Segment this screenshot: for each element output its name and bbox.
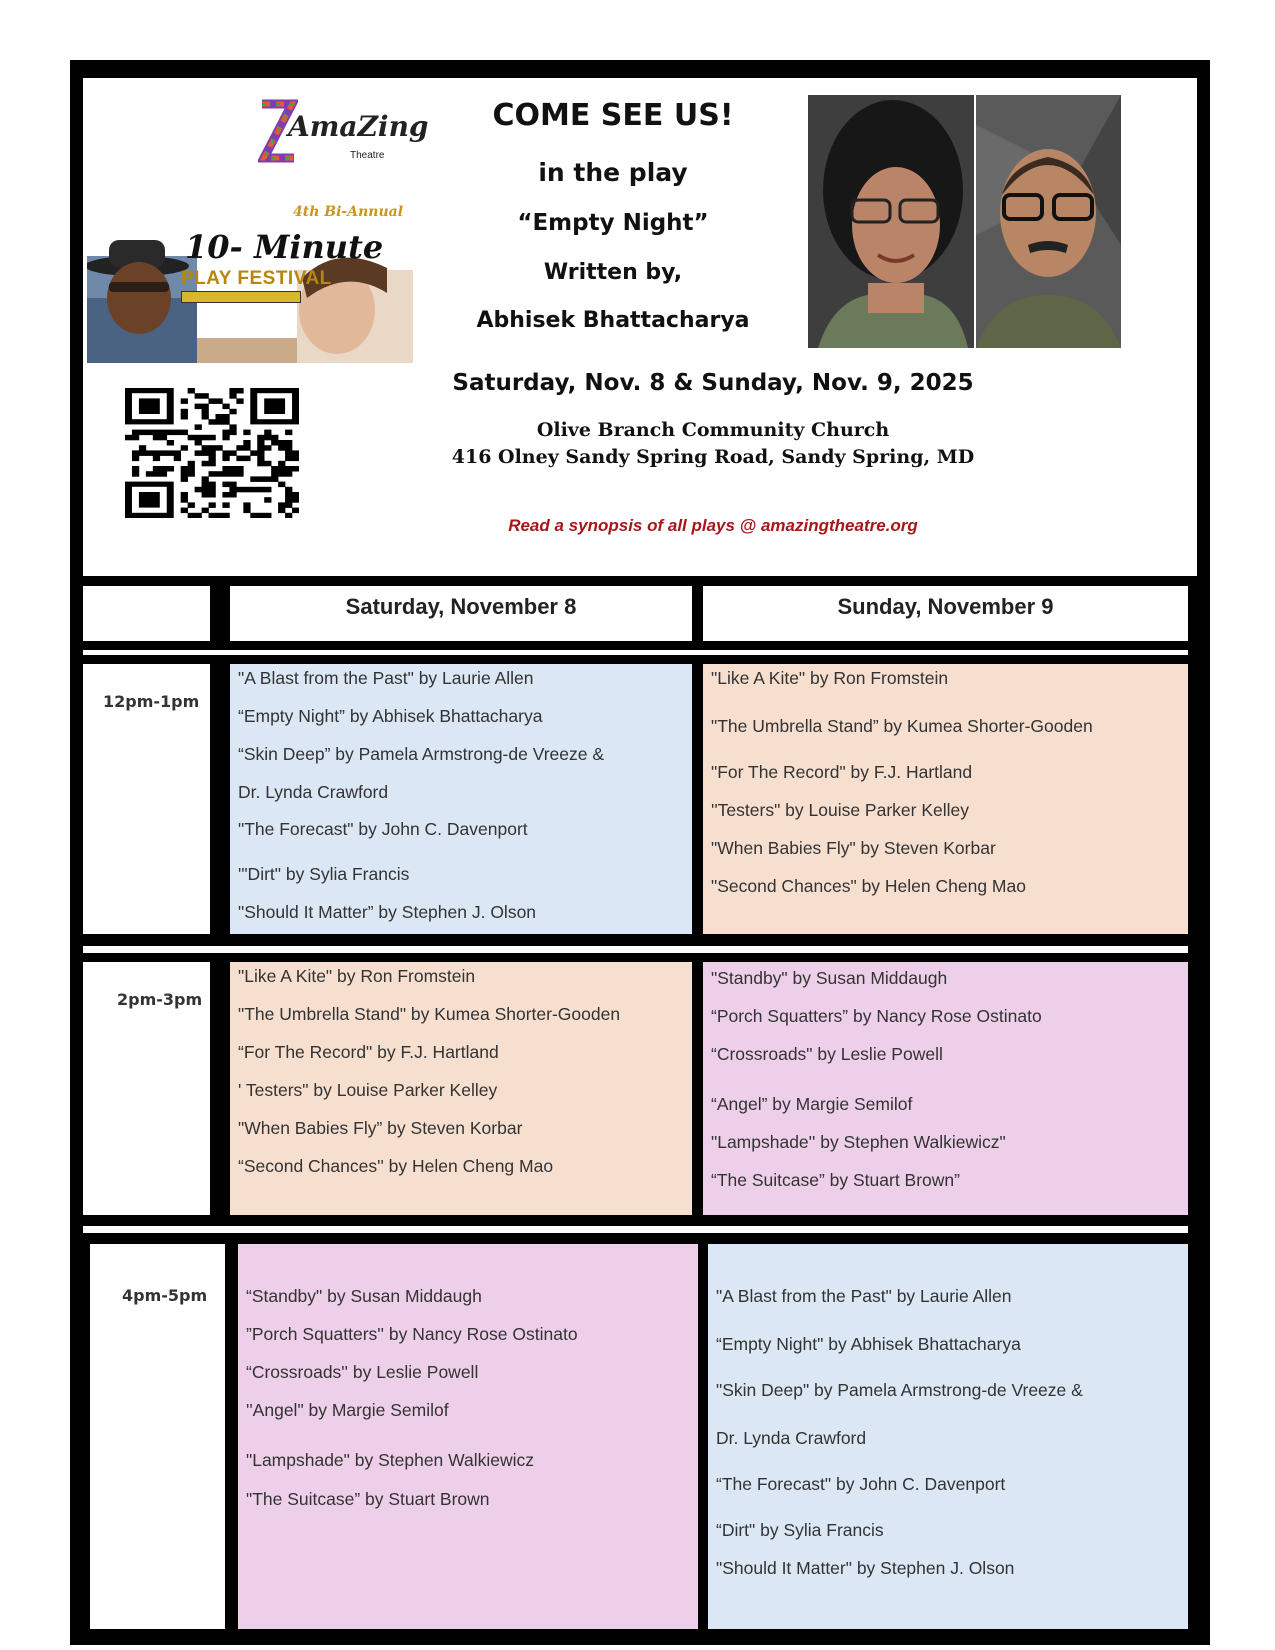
portrait-woman-icon (808, 95, 974, 348)
saturday-4pm-cell (238, 1244, 698, 1629)
play-listing: ''Testers" by Louise Parker Kelley (711, 800, 970, 820)
festival-edition: 4th Bi-Annual (293, 204, 404, 220)
separator-strip (83, 650, 1188, 655)
theatre-logo (258, 98, 429, 168)
play-listing: "Should It Matter" by Stephen J. Olson (716, 1558, 1015, 1578)
play-listing: "Second Chances" by Helen Cheng Mao (711, 876, 1026, 896)
time-cell-2pm (83, 962, 210, 1215)
play-listing: “Skin Deep” by Pamela Armstrong-de Vreeze & (238, 744, 605, 764)
headshot-woman (808, 95, 974, 348)
time-label-2pm: 2pm-3pm (117, 990, 203, 1009)
play-listing: “Second Chances'' by Helen Cheng Mao (238, 1156, 554, 1176)
play-listing: "Standby" by Susan Middaugh (711, 968, 948, 988)
play-listing: "A Blast from the Past" by Laurie Allen (238, 668, 534, 688)
festival-banner: PLAY FESTIVAL (181, 268, 332, 289)
qr-code-icon (125, 388, 299, 518)
sunday-4pm-cell (708, 1244, 1188, 1629)
play-title: “Empty Night” (517, 210, 709, 236)
separator-strip-2 (83, 946, 1188, 953)
time-cell-12pm (83, 664, 210, 934)
play-listing: "For The Record" by F.J. Hartland (711, 762, 973, 782)
play-listing: "Lampshade" by Stephen Walkiewicz (246, 1450, 535, 1470)
sunday-2pm-cell (703, 962, 1188, 1215)
author-name: Abhisek Bhattacharya (476, 308, 750, 333)
festival-underline (181, 291, 301, 303)
play-listing: "Skin Deep" by Pamela Armstrong-de Vreeze & (716, 1380, 1083, 1400)
play-listing: "The Umbrella Stand” by Kumea Shorter-Gooden (711, 716, 1093, 736)
in-the-play: in the play (538, 158, 688, 187)
play-listing: "The Umbrella Stand" by Kumea Shorter-Gooden (238, 1004, 621, 1024)
play-listing: "A Blast from the Past" by Laurie Allen (716, 1286, 1012, 1306)
saturday-2pm-cell (230, 962, 692, 1215)
play-listing: "When Babies Fly” by Steven Korbar (238, 1118, 523, 1138)
time-cell-4pm (90, 1244, 225, 1629)
play-listing: "Like A Kite" by Ron Fromstein (238, 966, 476, 986)
festival-graphic (87, 198, 413, 363)
sunday-header-cell (703, 586, 1188, 641)
written-by: Written by, (543, 260, 683, 285)
play-listing: "The Forecast" by John C. Davenport (238, 819, 528, 839)
portrait-man-icon (976, 95, 1121, 348)
separator-strip-3 (83, 1226, 1188, 1233)
play-listing: "Should It Matter” by Stephen J. Olson (238, 902, 537, 922)
play-listing: Dr. Lynda Crawford (716, 1428, 867, 1448)
logo-subtitle: Theatre (350, 150, 385, 161)
play-listing: “For The Record" by F.J. Hartland (238, 1042, 499, 1062)
corner-cell (83, 586, 210, 641)
play-listing: “The Forecast" by John C. Davenport (716, 1474, 1006, 1494)
sunday-12pm-cell (703, 664, 1188, 934)
play-listing: “Crossroads'' by Leslie Powell (246, 1362, 479, 1382)
play-listing: “Angel” by Margie Semilof (711, 1094, 913, 1114)
time-label-4pm: 4pm-5pm (122, 1286, 208, 1305)
play-listing: “Empty Night" by Abhisek Bhattacharya (716, 1334, 1021, 1354)
come-see-us: COME SEE US! (492, 98, 734, 133)
play-listing: “Porch Squatters” by Nancy Rose Ostinato (711, 1006, 1042, 1026)
synopsis-link[interactable]: Read a synopsis of all plays @ amazingtheatre.org (508, 516, 918, 535)
play-listing: Dr. Lynda Crawford (238, 782, 389, 802)
logo-word: AmaZing (288, 110, 429, 143)
festival-title: 10- Minute (185, 228, 384, 266)
play-listing: "The Suitcase” by Stuart Brown (246, 1489, 490, 1509)
play-listing: "Lampshade'' by Stephen Walkiewicz" (711, 1132, 1006, 1152)
play-listing: “Crossroads" by Leslie Powell (711, 1044, 943, 1064)
play-listing: ''Angel" by Margie Semilof (246, 1400, 449, 1420)
sunday-header: Sunday, November 9 (837, 594, 1054, 619)
venue-name: Olive Branch Community Church (536, 419, 890, 441)
play-listing: "When Babies Fly" by Steven Korbar (711, 838, 996, 858)
play-listing: "Like A Kite" by Ron Fromstein (711, 668, 949, 688)
time-label-12pm: 12pm-1pm (103, 692, 200, 711)
qr-code[interactable] (125, 388, 299, 518)
play-listing: ”Porch Squatters'' by Nancy Rose Ostinato (246, 1324, 578, 1344)
play-listing: ' Testers" by Louise Parker Kelley (238, 1080, 498, 1100)
event-dates: Saturday, Nov. 8 & Sunday, Nov. 9, 2025 (452, 370, 974, 396)
saturday-header-cell (230, 586, 692, 641)
saturday-12pm-cell (230, 664, 692, 934)
header-panel (83, 78, 1197, 576)
saturday-header: Saturday, November 8 (345, 594, 577, 619)
venue-address: 416 Olney Sandy Spring Road, Sandy Spring, MD (451, 446, 975, 468)
play-listing: “Standby" by Susan Middaugh (246, 1286, 482, 1306)
play-listing: “The Suitcase” by Stuart Brown” (711, 1170, 960, 1190)
play-listing: '"Dirt" by Sylia Francis (238, 864, 410, 884)
headshot-man (976, 95, 1121, 348)
play-listing: “Empty Night” by Abhisek Bhattacharya (238, 706, 543, 726)
play-listing: “Dirt" by Sylia Francis (716, 1520, 884, 1540)
